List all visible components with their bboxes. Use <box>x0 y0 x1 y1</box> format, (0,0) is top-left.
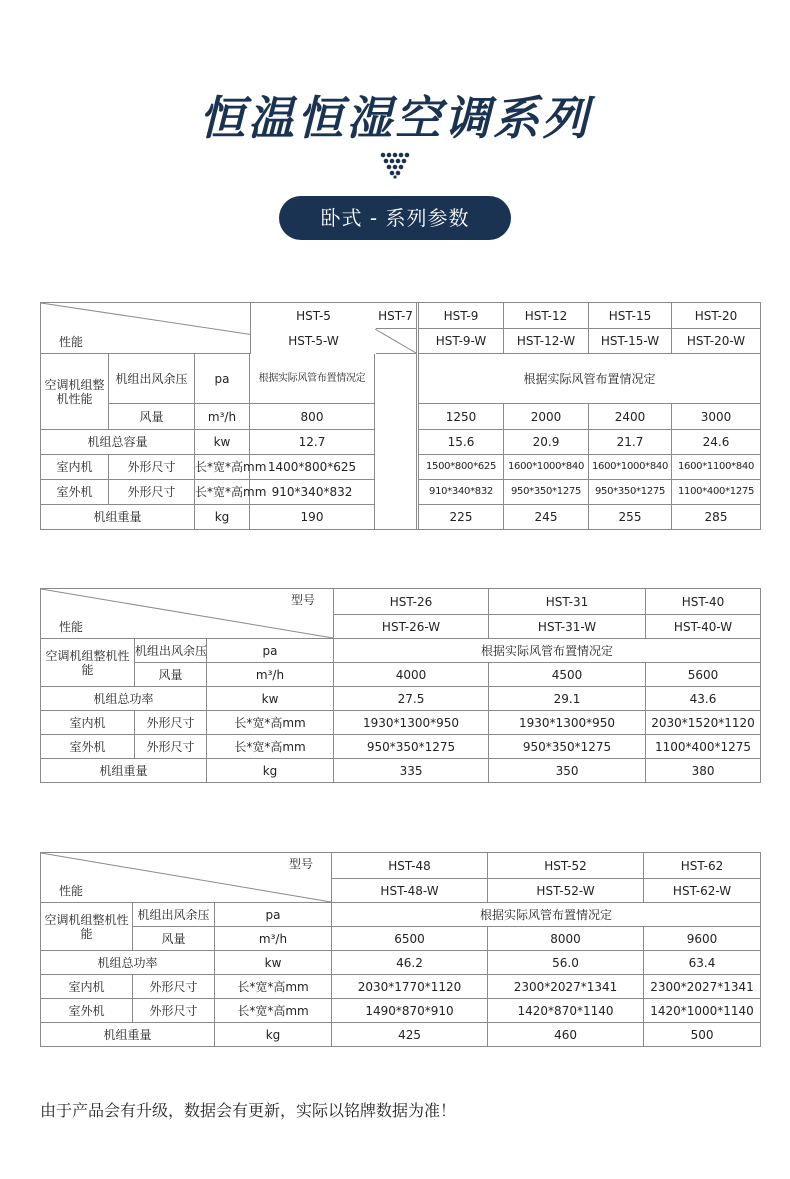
indoor-label: 室内机 <box>41 975 133 999</box>
unit-label: pa <box>215 903 332 927</box>
capacity-label: 机组总功率 <box>41 687 207 711</box>
model-cell: HST-12 <box>504 303 589 329</box>
model-label: 型号 <box>289 857 314 871</box>
value-cell: 1400*800*625 <box>250 455 375 480</box>
outdoor-model-cell: HST-48-W <box>332 879 488 903</box>
value-cell: 9600 <box>644 927 761 951</box>
value-cell: 2300*2027*1341 <box>644 975 761 999</box>
outdoor-model-cell: HST-62-W <box>644 879 761 903</box>
value-cell: 4500 <box>489 663 646 687</box>
value-cell: 1420*1000*1140 <box>644 999 761 1023</box>
group-label: 空调机组整机性能 <box>41 639 135 687</box>
outdoor-model-cell: HST-12-W <box>504 329 589 354</box>
value-cell: 1500*800*625 <box>419 455 504 480</box>
section-heading-badge: 卧式 - 系列参数 <box>279 196 511 240</box>
unit-label: kg <box>207 759 334 783</box>
pressure-note: 根据实际风管布置情况定 <box>250 354 375 404</box>
unit-label: m³/h <box>207 663 334 687</box>
pressure-label: 机组出风余压 <box>133 903 215 927</box>
unit-label: m³/h <box>215 927 332 951</box>
dimension-label: 外形尺寸 <box>135 735 207 759</box>
value-cell: 1600*1000*840 <box>504 455 589 480</box>
value-cell: 1600*1000*840 <box>589 455 672 480</box>
outdoor-model-cell: HST-52-W <box>488 879 644 903</box>
outdoor-model-cell-hst5: HST-5-W <box>250 329 376 354</box>
value-cell: 12.7 <box>250 430 375 455</box>
performance-label: 性能 <box>59 884 84 898</box>
value-cell: 285 <box>672 505 761 530</box>
weight-label: 机组重量 <box>41 505 195 530</box>
airflow-label: 风量 <box>135 663 207 687</box>
value-cell: 1930*1300*950 <box>489 711 646 735</box>
dimension-label: 外形尺寸 <box>109 455 195 480</box>
model-cell: HST-52 <box>488 853 644 879</box>
value-cell: 350 <box>489 759 646 783</box>
dimension-unit-label: 长*宽*高mm <box>195 455 250 480</box>
dimension-unit-label: 长*宽*高mm <box>215 975 332 999</box>
outdoor-model-cell: HST-9-W <box>419 329 504 354</box>
pressure-note: 根据实际风管布置情况定 <box>334 639 761 663</box>
value-cell: 46.2 <box>332 951 488 975</box>
value-cell: 27.5 <box>334 687 489 711</box>
pressure-label: 机组出风余压 <box>135 639 207 663</box>
value-cell: 950*350*1275 <box>334 735 489 759</box>
weight-label: 机组重量 <box>41 759 207 783</box>
value-cell: 1250 <box>419 404 504 430</box>
value-cell: 21.7 <box>589 430 672 455</box>
value-cell: 335 <box>334 759 489 783</box>
outdoor-model-cell: HST-31-W <box>489 615 646 639</box>
outdoor-model-cell: HST-26-W <box>334 615 489 639</box>
outdoor-label: 室外机 <box>41 480 109 505</box>
unit-label: pa <box>195 354 250 404</box>
model-label: 型号 <box>291 593 316 607</box>
value-cell: 2000 <box>504 404 589 430</box>
hst7-diagonal-cell <box>375 329 417 354</box>
indoor-label: 室内机 <box>41 455 109 480</box>
value-cell: 2400 <box>589 404 672 430</box>
header-diagonal-cell <box>41 303 375 354</box>
spec-table-3 <box>40 852 761 1047</box>
value-cell: 20.9 <box>504 430 589 455</box>
value-cell: 4000 <box>334 663 489 687</box>
value-cell: 2030*1770*1120 <box>332 975 488 999</box>
dimension-unit-label: 长*宽*高mm <box>215 999 332 1023</box>
indoor-label: 室内机 <box>41 711 135 735</box>
v-dots-icon <box>380 152 410 178</box>
model-cell: HST-48 <box>332 853 488 879</box>
capacity-label: 机组总功率 <box>41 951 215 975</box>
outdoor-label: 室外机 <box>41 999 133 1023</box>
model-cell: HST-7 <box>375 303 417 329</box>
model-cell: HST-40 <box>646 589 761 615</box>
value-cell: 24.6 <box>672 430 761 455</box>
value-cell: 460 <box>488 1023 644 1047</box>
value-cell: 950*350*1275 <box>504 480 589 505</box>
value-cell: 910*340*832 <box>419 480 504 505</box>
pressure-note: 根据实际风管布置情况定 <box>419 354 761 404</box>
value-cell: 950*350*1275 <box>489 735 646 759</box>
outdoor-label: 室外机 <box>41 735 135 759</box>
dimension-unit-label: 长*宽*高mm <box>207 735 334 759</box>
value-cell: 380 <box>646 759 761 783</box>
pressure-note: 根据实际风管布置情况定 <box>332 903 761 927</box>
value-cell: 5600 <box>646 663 761 687</box>
value-cell: 2030*1520*1120 <box>646 711 761 735</box>
page-title: 恒温恒湿空调系列 <box>199 91 591 145</box>
airflow-label: 风量 <box>133 927 215 951</box>
model-cell: HST-15 <box>589 303 672 329</box>
value-cell: 500 <box>644 1023 761 1047</box>
unit-label: kw <box>207 687 334 711</box>
value-cell: 245 <box>504 505 589 530</box>
unit-label: m³/h <box>195 404 250 430</box>
spec-table-2 <box>40 588 761 783</box>
value-cell: 800 <box>250 404 375 430</box>
dimension-unit-label: 长*宽*高mm <box>207 711 334 735</box>
airflow-label: 风量 <box>109 404 195 430</box>
value-cell: 1600*1100*840 <box>672 455 761 480</box>
group-label: 空调机组整机性能 <box>41 354 109 430</box>
model-cell: HST-31 <box>489 589 646 615</box>
pressure-label: 机组出风余压 <box>109 354 195 404</box>
value-cell: 910*340*832 <box>250 480 375 505</box>
model-cell: HST-26 <box>334 589 489 615</box>
value-cell: 63.4 <box>644 951 761 975</box>
group-label: 空调机组整机性能 <box>41 903 133 951</box>
value-cell: 1100*400*1275 <box>672 480 761 505</box>
unit-label: kw <box>195 430 250 455</box>
unit-label: kg <box>195 505 250 530</box>
value-cell: 8000 <box>488 927 644 951</box>
value-cell: 6500 <box>332 927 488 951</box>
footnote: 由于产品会有升级，数据会有更新，实际以铭牌数据为准！ <box>40 1101 457 1120</box>
value-cell: 1930*1300*950 <box>334 711 489 735</box>
value-cell: 1490*870*910 <box>332 999 488 1023</box>
capacity-label: 机组总容量 <box>41 430 195 455</box>
unit-label: kg <box>215 1023 332 1047</box>
dimension-label: 外形尺寸 <box>133 999 215 1023</box>
spec-table-1 <box>40 302 761 530</box>
performance-label: 性能 <box>59 620 84 634</box>
header-diagonal-cell <box>41 589 334 639</box>
value-cell: 56.0 <box>488 951 644 975</box>
weight-label: 机组重量 <box>41 1023 215 1047</box>
value-cell: 1100*400*1275 <box>646 735 761 759</box>
value-cell: 190 <box>250 505 375 530</box>
value-cell: 950*350*1275 <box>589 480 672 505</box>
value-cell: 3000 <box>672 404 761 430</box>
dimension-label: 外形尺寸 <box>109 480 195 505</box>
performance-label: 性能 <box>59 335 84 349</box>
value-cell: 15.6 <box>419 430 504 455</box>
model-cell: HST-20 <box>672 303 761 329</box>
outdoor-model-cell: HST-20-W <box>672 329 761 354</box>
unit-label: kw <box>215 951 332 975</box>
model-cell: HST-9 <box>419 303 504 329</box>
header-diagonal-cell <box>41 853 332 903</box>
unit-label: pa <box>207 639 334 663</box>
value-cell: 225 <box>419 505 504 530</box>
model-cell: HST-62 <box>644 853 761 879</box>
dimension-label: 外形尺寸 <box>133 975 215 999</box>
value-cell: 43.6 <box>646 687 761 711</box>
model-cell-hst5: HST-5 <box>250 303 376 330</box>
outdoor-model-cell: HST-15-W <box>589 329 672 354</box>
outdoor-model-cell: HST-40-W <box>646 615 761 639</box>
value-cell: 29.1 <box>489 687 646 711</box>
value-cell: 1420*870*1140 <box>488 999 644 1023</box>
dimension-unit-label: 长*宽*高mm <box>195 480 250 505</box>
value-cell: 425 <box>332 1023 488 1047</box>
hst7-empty-column <box>375 354 417 530</box>
value-cell: 255 <box>589 505 672 530</box>
dimension-label: 外形尺寸 <box>135 711 207 735</box>
value-cell: 2300*2027*1341 <box>488 975 644 999</box>
